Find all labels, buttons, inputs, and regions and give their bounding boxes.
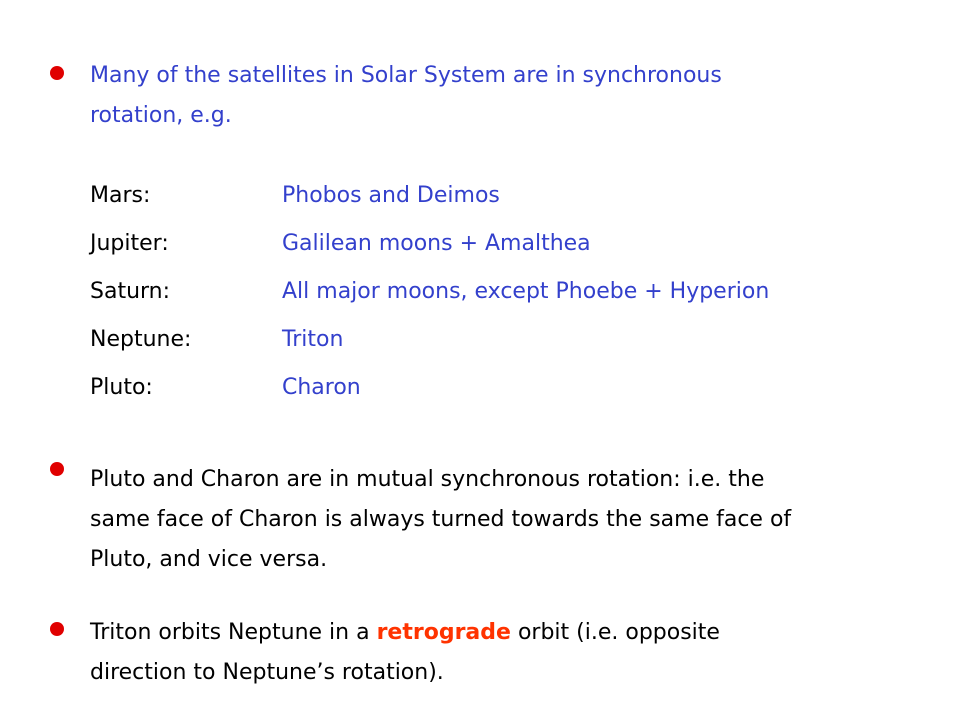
moon-names: Phobos and Deimos [282, 183, 500, 208]
planet-label: Mars: [90, 183, 151, 208]
paragraph-line: Many of the satellites in Solar System are in synchronous [90, 63, 722, 88]
planet-label: Neptune: [90, 327, 192, 352]
paragraph-pluto-charon [90, 460, 890, 580]
text-after: orbit (i.e. opposite [510, 620, 720, 645]
paragraph-line [90, 613, 890, 653]
moon-names: All major moons, except Phoebe + Hyperion [282, 279, 770, 304]
paragraph-triton-retrograde [90, 613, 890, 693]
paragraph-line: Pluto and Charon are in mutual synchronous rotation: i.e. the [90, 467, 765, 492]
paragraph-line: Pluto, and vice versa. [90, 547, 328, 572]
bullet-dot-2 [50, 462, 64, 476]
moon-names: Triton [282, 327, 344, 352]
planet-label: Pluto: [90, 375, 153, 400]
moon-row-pluto [90, 370, 890, 418]
paragraph-line: direction to Neptune’s rotation). [90, 660, 444, 685]
moon-row-saturn [90, 274, 890, 322]
paragraph-synchronous-rotation [90, 56, 890, 136]
retrograde-highlight: retrograde [376, 620, 511, 645]
moon-names: Charon [282, 375, 361, 400]
moon-row-mars [90, 178, 890, 226]
planet-label: Jupiter: [90, 231, 169, 256]
moon-row-jupiter [90, 226, 890, 274]
paragraph-line: rotation, e.g. [90, 103, 232, 128]
bullet-dot-3 [50, 622, 64, 636]
planet-label: Saturn: [90, 279, 171, 304]
text-before: Triton orbits Neptune in a [90, 620, 377, 645]
moon-names: Galilean moons + Amalthea [282, 231, 591, 256]
bullet-dot-1 [50, 66, 64, 80]
paragraph-line: same face of Charon is always turned towards the same face of [90, 507, 792, 532]
moon-row-neptune [90, 322, 890, 370]
